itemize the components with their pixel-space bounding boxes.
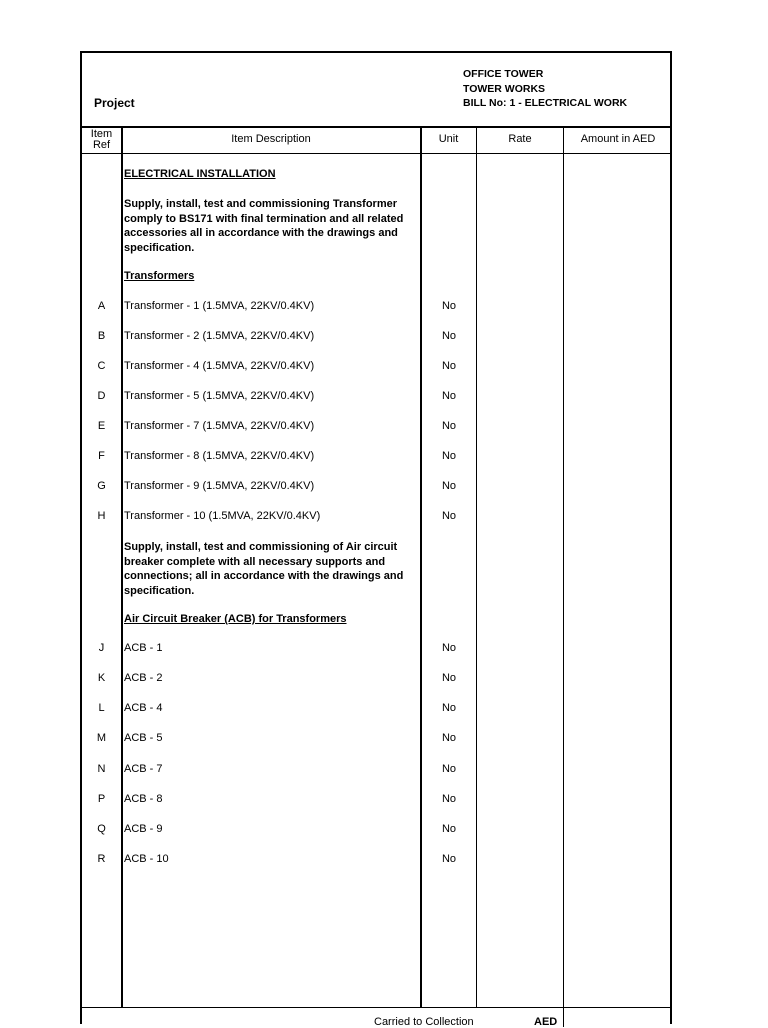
item-unit: No [441, 330, 457, 342]
item-unit: No [441, 510, 457, 522]
item-unit: No [441, 672, 457, 685]
item-unit: No [441, 792, 457, 805]
item-description: ACB - 7 [124, 762, 163, 775]
item-unit: No [441, 390, 457, 402]
item-unit: No [441, 420, 457, 432]
item-ref: P [97, 792, 106, 805]
bill-sheet [80, 51, 672, 1028]
column-headers [82, 126, 670, 154]
acb-heading: Air Circuit Breaker (ACB) for Transformers [124, 613, 347, 625]
section-title: ELECTRICAL INSTALLATION [124, 168, 276, 180]
item-description: ACB - 5 [124, 732, 163, 745]
item-ref: A [97, 300, 106, 312]
col-rate: Rate [508, 133, 532, 145]
item-description: Transformer - 4 (1.5MVA, 22KV/0.4KV) [124, 360, 315, 372]
item-ref: Q [97, 822, 106, 835]
works-name: TOWER WORKS [463, 82, 546, 95]
carried-to-collection: Carried to Collection [374, 1016, 474, 1028]
item-unit: No [441, 642, 457, 654]
project-info [463, 67, 627, 111]
item-unit: No [441, 360, 457, 372]
item-unit: No [441, 732, 457, 745]
project-label: Project [94, 96, 135, 110]
item-unit: No [441, 450, 457, 462]
item-unit: No [441, 702, 457, 715]
item-description: Transformer - 10 (1.5MVA, 22KV/0.4KV) [124, 510, 321, 522]
acb-spec: Supply, install, test and commissioning of Air circuit breaker complete with all necessary supports and connections; all in accordance with the drawings and specification. [124, 541, 404, 597]
transformer-spec: Supply, install, test and commissioning Transformer comply to BS171 with final termination and all related accessories all in accordance with the drawings and specification. [124, 198, 404, 254]
item-description: ACB - 4 [124, 702, 163, 715]
divider-unit [476, 126, 477, 1007]
item-description: Transformer - 1 (1.5MVA, 22KV/0.4KV) [124, 300, 315, 312]
item-unit: No [441, 762, 457, 775]
item-description: Transformer - 2 (1.5MVA, 22KV/0.4KV) [124, 330, 315, 342]
item-unit: No [441, 300, 457, 312]
col-unit: Unit [438, 133, 459, 145]
col-description: Item Description [231, 133, 311, 145]
col-item-ref [82, 126, 121, 153]
item-unit: No [441, 853, 457, 866]
item-ref: G [97, 480, 106, 492]
item-ref: H [97, 510, 106, 522]
item-description: ACB - 9 [124, 822, 163, 835]
divider-desc [420, 126, 422, 1007]
item-ref: B [97, 330, 106, 342]
divider-ref [121, 126, 123, 1007]
item-description: Transformer - 9 (1.5MVA, 22KV/0.4KV) [124, 480, 315, 492]
item-unit: No [441, 480, 457, 492]
item-ref: K [97, 672, 106, 685]
item-description: Transformer - 5 (1.5MVA, 22KV/0.4KV) [124, 390, 315, 402]
item-ref: F [98, 450, 105, 462]
item-ref: N [97, 762, 106, 775]
item-ref: J [98, 642, 105, 654]
col-item-ref-line2: Ref [92, 138, 111, 151]
currency-label: AED [534, 1016, 558, 1028]
item-ref: R [97, 853, 106, 866]
bill-number: BILL No: 1 - ELECTRICAL WORK [463, 97, 628, 109]
item-ref: C [97, 360, 106, 372]
item-description: ACB - 10 [124, 853, 169, 866]
item-description: ACB - 1 [124, 642, 163, 654]
bill-footer [82, 1007, 670, 1028]
item-ref: L [98, 702, 105, 715]
transformers-heading: Transformers [124, 270, 195, 282]
col-item-ref-line1: Item [90, 127, 113, 140]
item-description: Transformer - 7 (1.5MVA, 22KV/0.4KV) [124, 420, 315, 432]
item-description: ACB - 8 [124, 792, 163, 805]
bill-header [82, 53, 670, 128]
item-unit: No [441, 822, 457, 835]
item-description: ACB - 2 [124, 672, 163, 685]
item-ref: M [96, 732, 107, 745]
project-name: OFFICE TOWER [463, 68, 544, 80]
item-ref: E [97, 420, 106, 432]
col-amount: Amount in AED [580, 133, 656, 145]
divider-rate [563, 126, 564, 1027]
item-ref: D [97, 390, 106, 402]
item-description: Transformer - 8 (1.5MVA, 22KV/0.4KV) [124, 450, 315, 462]
